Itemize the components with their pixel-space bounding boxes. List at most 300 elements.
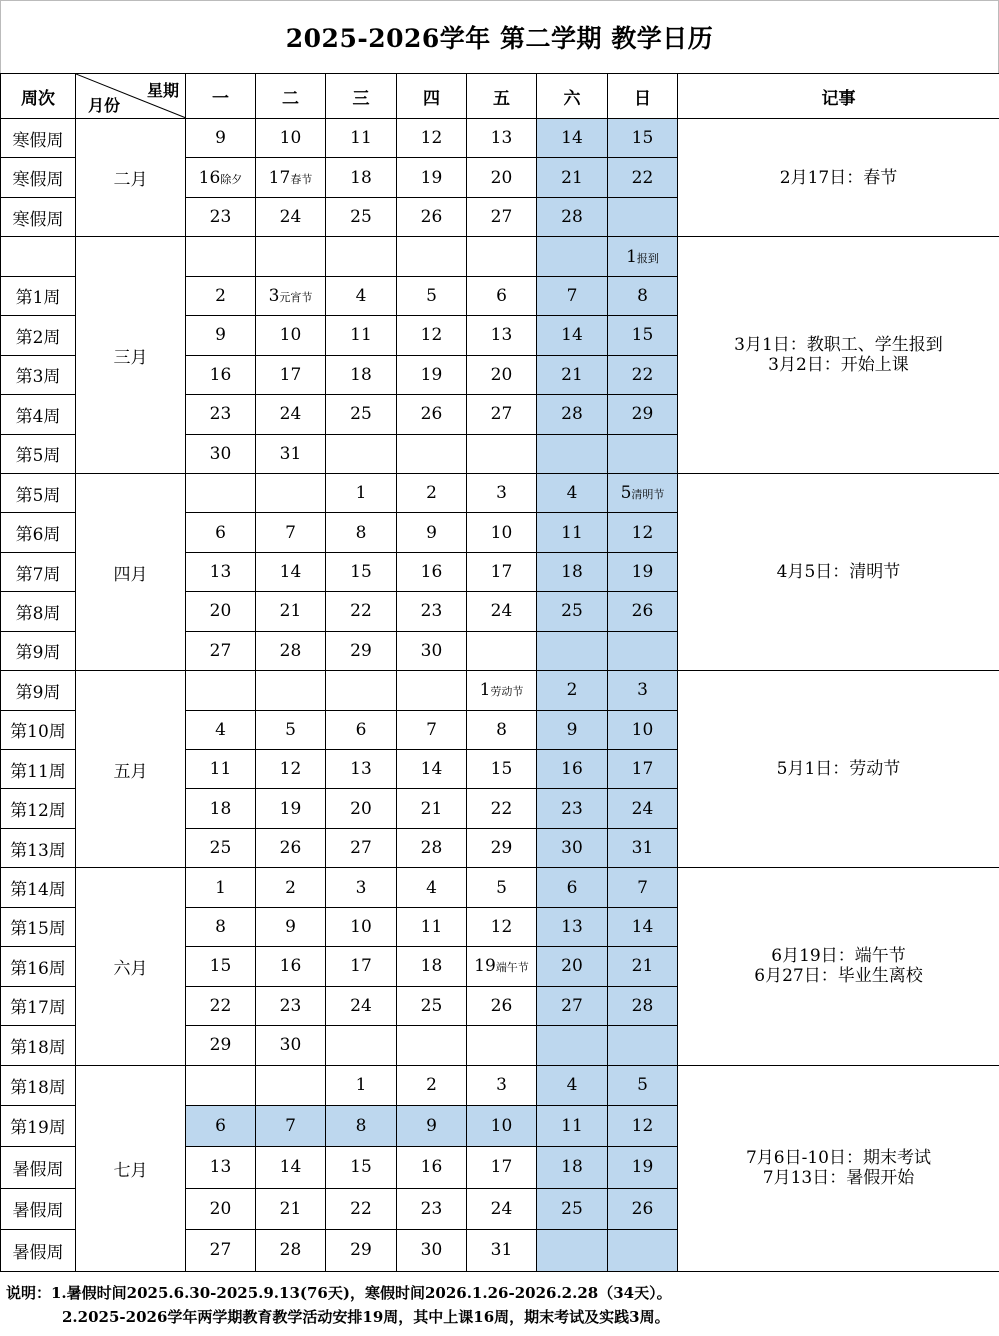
day-cell [256, 1105, 326, 1147]
day-cell [256, 671, 326, 710]
week-number-cell: 第3周 [1, 355, 76, 394]
page-title: 2025-2026学年 第二学期 教学日历 [0, 0, 999, 73]
week-number-cell [1, 237, 76, 276]
day-cell [467, 1105, 537, 1147]
day-number: 2 [566, 680, 578, 701]
day-cell [256, 434, 326, 473]
month-notes-cell [678, 237, 999, 474]
day-cell [608, 355, 678, 394]
day-number: 14 [561, 325, 583, 346]
day-cell [397, 907, 467, 946]
day-number: 28 [631, 995, 654, 1016]
month-notes-cell [678, 473, 999, 670]
day-cell [467, 237, 537, 276]
day-number: 15 [350, 562, 372, 583]
day-cell [467, 355, 537, 394]
day-number: 9 [566, 719, 578, 740]
day-number: 8 [355, 1115, 367, 1136]
day-cell [397, 1147, 467, 1189]
month-name-cell: 五月 [76, 671, 186, 868]
day-number: 20 [490, 167, 513, 188]
day-cell [326, 276, 397, 315]
day-number: 1 [215, 877, 226, 898]
day-number: 16 [561, 759, 583, 780]
week-number-cell: 第16周 [1, 947, 76, 986]
day-cell [397, 473, 467, 512]
day-number: 5 [620, 483, 632, 504]
day-number: 31 [490, 1240, 513, 1261]
day-number: 26 [420, 207, 443, 228]
day-cell [537, 158, 608, 197]
week-number-cell: 第11周 [1, 750, 76, 789]
day-number: 26 [420, 404, 443, 425]
day-number: 17 [268, 167, 291, 188]
day-cell [326, 1026, 397, 1065]
day-number: 14 [631, 916, 654, 937]
day-number: 23 [420, 1198, 443, 1219]
day-cell [608, 158, 678, 197]
day-number: 21 [561, 364, 583, 385]
day-header-sat: 六 [537, 74, 608, 119]
day-number: 15 [350, 1157, 372, 1178]
day-cell [467, 513, 537, 552]
day-header-fri: 五 [467, 74, 537, 119]
day-number: 5 [496, 877, 507, 898]
day-cell [326, 1105, 397, 1147]
day-cell [186, 119, 256, 158]
day-cell [186, 868, 256, 907]
day-cell [467, 868, 537, 907]
day-cell [397, 1065, 467, 1105]
day-number: 6 [566, 877, 578, 898]
day-number: 12 [490, 916, 513, 937]
holiday-tag: 劳动节 [490, 685, 524, 699]
day-cell [397, 119, 467, 158]
day-cell [397, 631, 467, 670]
day-cell [608, 1147, 678, 1189]
month-label: 月份 [88, 96, 121, 115]
day-number: 31 [279, 443, 302, 464]
day-number: 16 [420, 562, 443, 583]
day-number: 1 [355, 1075, 367, 1095]
day-cell [256, 710, 326, 749]
day-cell [608, 631, 678, 670]
week-column-header: 周次 [1, 74, 76, 119]
day-cell [186, 1147, 256, 1189]
day-number: 18 [350, 167, 372, 188]
day-number: 24 [631, 798, 654, 819]
day-cell [256, 986, 326, 1025]
day-cell [186, 1230, 256, 1272]
day-number: 31 [631, 838, 654, 859]
day-header-tue: 二 [256, 74, 326, 119]
day-cell [467, 473, 537, 512]
day-cell [397, 1026, 467, 1065]
day-number: 11 [350, 325, 372, 346]
day-header-wed: 三 [326, 74, 397, 119]
week-number-cell: 第5周 [1, 434, 76, 473]
day-cell [467, 907, 537, 946]
day-number: 6 [215, 1115, 226, 1136]
day-number: 9 [285, 916, 296, 937]
day-header-thu: 四 [397, 74, 467, 119]
day-cell [537, 316, 608, 355]
day-cell [397, 947, 467, 986]
day-number: 11 [561, 522, 583, 543]
day-number: 28 [420, 838, 443, 859]
week-number-cell: 寒假周 [1, 119, 76, 158]
week-number-cell: 第8周 [1, 592, 76, 631]
week-number-cell: 寒假周 [1, 197, 76, 236]
day-number: 18 [350, 364, 372, 385]
day-number: 11 [350, 128, 372, 149]
day-cell [397, 1105, 467, 1147]
day-number: 13 [490, 325, 513, 346]
day-cell [467, 276, 537, 315]
day-cell [186, 158, 256, 197]
day-cell [256, 907, 326, 946]
day-number: 10 [490, 1115, 513, 1136]
day-number: 14 [420, 759, 443, 780]
day-cell [186, 434, 256, 473]
day-cell [608, 1026, 678, 1065]
day-number: 2 [285, 877, 296, 898]
table-row [1, 237, 999, 276]
day-number: 12 [279, 759, 302, 780]
day-cell [256, 789, 326, 828]
day-cell [186, 710, 256, 749]
diagonal-header-cell [76, 74, 186, 119]
day-cell [608, 592, 678, 631]
week-number-cell: 第2周 [1, 316, 76, 355]
day-cell [397, 828, 467, 867]
day-number: 25 [561, 601, 583, 622]
day-cell [608, 868, 678, 907]
day-cell [326, 671, 397, 710]
note-line: 3月1日：教职工、学生报到 [734, 335, 943, 356]
day-number: 29 [350, 1240, 372, 1261]
day-cell [608, 552, 678, 591]
day-number: 18 [420, 956, 443, 977]
day-number: 3 [268, 285, 280, 306]
day-number: 4 [355, 285, 367, 306]
day-number: 29 [209, 1035, 232, 1056]
day-number: 19 [279, 798, 302, 819]
day-number: 27 [490, 207, 513, 228]
day-cell [186, 473, 256, 512]
day-number: 13 [209, 562, 232, 583]
day-cell [256, 473, 326, 512]
day-number: 30 [561, 838, 583, 859]
day-number: 12 [420, 128, 443, 149]
day-cell [397, 197, 467, 236]
day-number: 12 [631, 522, 654, 543]
week-number-cell: 第18周 [1, 1026, 76, 1065]
day-cell [537, 355, 608, 394]
day-cell [397, 986, 467, 1025]
day-number: 29 [631, 404, 654, 425]
day-number: 28 [279, 1240, 302, 1261]
day-number: 9 [426, 522, 437, 543]
holiday-tag: 元宵节 [279, 290, 313, 304]
note-line: 7月13日：暑假开始 [762, 1168, 915, 1188]
day-number: 27 [561, 995, 583, 1016]
week-number-cell: 第17周 [1, 986, 76, 1025]
day-number: 2 [426, 483, 437, 504]
table-row [1, 473, 999, 512]
day-cell [326, 907, 397, 946]
day-number: 10 [279, 128, 302, 149]
day-cell [467, 119, 537, 158]
day-number: 22 [350, 1198, 372, 1219]
day-number: 27 [209, 640, 232, 661]
day-number: 30 [420, 640, 443, 661]
week-number-cell: 第14周 [1, 868, 76, 907]
day-cell [467, 592, 537, 631]
day-cell [537, 434, 608, 473]
day-number: 30 [209, 443, 232, 464]
day-cell [186, 671, 256, 710]
day-number: 4 [215, 719, 226, 740]
day-cell [467, 1147, 537, 1189]
day-cell [186, 197, 256, 236]
day-cell [186, 907, 256, 946]
day-cell [537, 750, 608, 789]
day-number: 14 [561, 128, 583, 149]
day-cell [186, 316, 256, 355]
day-cell [537, 1105, 608, 1147]
day-number: 9 [215, 128, 226, 149]
day-cell [397, 158, 467, 197]
day-cell [537, 592, 608, 631]
day-number: 19 [631, 562, 654, 583]
footer-line-1: 说明：1.暑假时间2025.6.30-2025.9.13(76天)，寒假时间2026.1.26-2026.2.28（34天）。 [6, 1284, 672, 1302]
day-number: 28 [279, 640, 302, 661]
day-cell [467, 750, 537, 789]
note-line: 7月6日-10日：期末考试 [745, 1148, 931, 1168]
day-cell [608, 197, 678, 236]
day-number: 24 [279, 207, 302, 228]
day-cell [467, 947, 537, 986]
day-number: 23 [561, 798, 583, 819]
day-number: 7 [426, 719, 437, 740]
weekday-label: 星期 [146, 81, 179, 100]
day-cell [608, 1230, 678, 1272]
week-number-cell: 第9周 [1, 631, 76, 670]
day-number: 16 [209, 364, 232, 385]
day-cell [186, 789, 256, 828]
day-number: 25 [350, 207, 372, 228]
day-cell [467, 552, 537, 591]
day-number: 5 [637, 1075, 648, 1095]
day-cell [256, 592, 326, 631]
day-cell [467, 828, 537, 867]
month-name-cell: 六月 [76, 868, 186, 1065]
day-cell [326, 552, 397, 591]
day-number: 10 [490, 522, 513, 543]
day-cell [537, 828, 608, 867]
day-cell [256, 276, 326, 315]
week-number-cell: 寒假周 [1, 158, 76, 197]
table-row [1, 671, 999, 710]
day-cell [256, 828, 326, 867]
day-cell [537, 789, 608, 828]
note-line: 6月27日：毕业生离校 [754, 966, 923, 987]
day-number: 7 [637, 877, 648, 898]
day-cell [326, 355, 397, 394]
day-cell [397, 710, 467, 749]
day-number: 23 [420, 601, 443, 622]
day-cell [326, 1188, 397, 1230]
day-number: 25 [420, 995, 443, 1016]
day-cell [256, 237, 326, 276]
day-number: 14 [279, 562, 302, 583]
day-cell [397, 434, 467, 473]
day-cell [537, 1065, 608, 1105]
holiday-tag: 端午节 [495, 961, 529, 975]
day-cell [537, 710, 608, 749]
day-number: 12 [631, 1115, 654, 1136]
day-cell [256, 1065, 326, 1105]
day-number: 13 [209, 1157, 232, 1178]
day-number: 29 [350, 640, 372, 661]
day-cell [608, 1065, 678, 1105]
day-cell [186, 592, 256, 631]
day-number: 27 [209, 1240, 232, 1261]
day-cell [326, 434, 397, 473]
day-cell [256, 1188, 326, 1230]
month-name-cell: 二月 [76, 119, 186, 237]
day-cell [467, 316, 537, 355]
day-number: 10 [279, 325, 302, 346]
table-row [1, 119, 999, 158]
day-number: 17 [490, 562, 513, 583]
day-number: 4 [426, 877, 437, 898]
day-cell [397, 868, 467, 907]
day-cell [608, 119, 678, 158]
day-cell [326, 986, 397, 1025]
teaching-calendar-table [0, 73, 999, 1272]
week-number-cell: 第6周 [1, 513, 76, 552]
day-cell [608, 276, 678, 315]
week-number-cell: 第13周 [1, 828, 76, 867]
day-cell [397, 316, 467, 355]
holiday-tag: 清明节 [631, 488, 665, 502]
day-number: 24 [490, 1198, 513, 1219]
day-number: 3 [496, 483, 507, 504]
day-number: 15 [631, 128, 654, 149]
day-cell [326, 237, 397, 276]
day-cell [256, 631, 326, 670]
day-number: 17 [350, 956, 372, 977]
day-number: 12 [420, 325, 443, 346]
day-cell [186, 750, 256, 789]
day-cell [537, 1147, 608, 1189]
day-cell [467, 434, 537, 473]
day-number: 3 [496, 1075, 507, 1095]
day-cell [256, 750, 326, 789]
month-name-cell: 七月 [76, 1065, 186, 1271]
table-row [1, 868, 999, 907]
day-number: 10 [631, 719, 654, 740]
day-cell [326, 947, 397, 986]
month-name-cell: 四月 [76, 473, 186, 670]
day-cell [186, 355, 256, 394]
week-number-cell: 暑假周 [1, 1188, 76, 1230]
day-number: 15 [631, 325, 654, 346]
day-cell [608, 750, 678, 789]
day-cell [326, 1230, 397, 1272]
day-cell [326, 631, 397, 670]
day-cell [397, 513, 467, 552]
day-cell [608, 316, 678, 355]
day-cell [467, 1065, 537, 1105]
calendar-body [1, 119, 999, 1272]
day-number: 3 [637, 680, 648, 701]
day-cell [256, 868, 326, 907]
day-cell [608, 671, 678, 710]
day-cell [537, 1230, 608, 1272]
day-cell [397, 1230, 467, 1272]
day-number: 21 [279, 601, 302, 622]
day-number: 1 [479, 680, 491, 701]
day-cell [256, 395, 326, 434]
day-cell [608, 434, 678, 473]
day-cell [467, 1230, 537, 1272]
day-cell [186, 513, 256, 552]
day-cell [467, 1026, 537, 1065]
day-cell [537, 473, 608, 512]
day-number: 7 [285, 1115, 296, 1136]
day-number: 9 [426, 1115, 437, 1136]
week-number-cell: 第10周 [1, 710, 76, 749]
day-cell [326, 197, 397, 236]
day-cell [467, 158, 537, 197]
day-number: 23 [279, 995, 302, 1016]
week-number-cell: 第4周 [1, 395, 76, 434]
day-cell [537, 197, 608, 236]
day-number: 2 [426, 1075, 437, 1095]
day-number: 20 [209, 1198, 232, 1219]
day-cell [608, 513, 678, 552]
day-cell [397, 552, 467, 591]
day-cell [326, 710, 397, 749]
footer-line-2: 2.2025-2026学年两学期教育教学活动安排19周，其中上课16周，期末考试及实践3周。 [62, 1308, 670, 1326]
day-cell [537, 631, 608, 670]
day-number: 20 [350, 798, 372, 819]
day-cell [326, 789, 397, 828]
day-number: 20 [490, 364, 513, 385]
day-number: 8 [637, 285, 648, 306]
day-number: 26 [279, 838, 302, 859]
day-cell [256, 1147, 326, 1189]
note-line: 3月2日：开始上课 [768, 355, 909, 376]
day-number: 13 [490, 128, 513, 149]
day-number: 26 [490, 995, 513, 1016]
week-number-cell: 第9周 [1, 671, 76, 710]
day-header-mon: 一 [186, 74, 256, 119]
day-cell [326, 119, 397, 158]
day-number: 21 [420, 798, 443, 819]
day-cell [467, 710, 537, 749]
day-number: 6 [215, 522, 226, 543]
note-line: 4月5日：清明节 [776, 562, 901, 583]
day-cell [537, 1188, 608, 1230]
day-cell [537, 119, 608, 158]
day-number: 17 [279, 364, 302, 385]
day-number: 27 [350, 838, 372, 859]
day-number: 24 [279, 404, 302, 425]
